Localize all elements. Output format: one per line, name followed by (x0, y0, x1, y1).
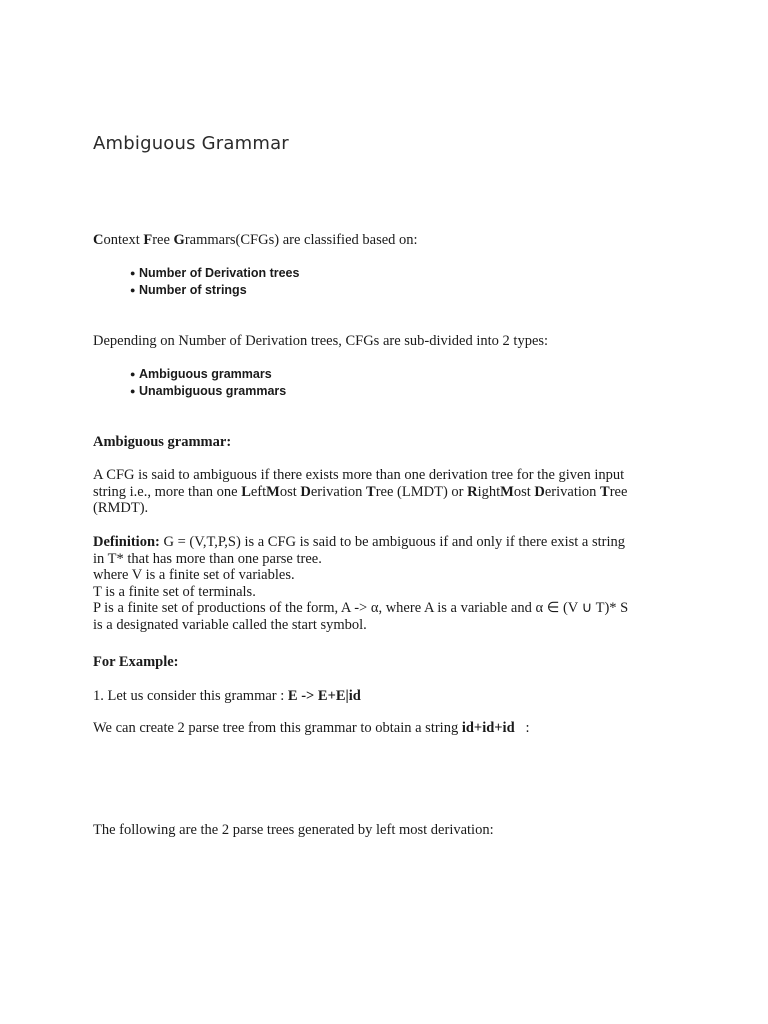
list-item: ● Number of Derivation trees (130, 266, 300, 280)
ambiguous-grammar-heading: Ambiguous grammar: (93, 434, 232, 450)
parse-trees-intro: The following are the 2 parse trees generated by left most derivation: (93, 822, 494, 838)
example-grammar-line: 1. Let us consider this grammar : E -> E+E|id (93, 688, 361, 704)
list-item: ● Unambiguous grammars (130, 384, 287, 398)
bullet-icon: ● (130, 386, 136, 396)
definition-paragraph: Definition: G = (V,T,P,S) is a CFG is said to be ambiguous if and only if there exist a string in T* that has more than one parse tree. where V is a finite set of variables. T is a finite set of terminals. P is a finite set of productions of the form, A -> α, where A is a variable and α ∈ (V ∪ T)* S is a designated variable called the start symbol. (93, 534, 629, 633)
grammar-rule: E -> E+E|id (287, 688, 361, 704)
bullet-icon: ● (130, 285, 136, 295)
cfg-classification-intro: Context Free Grammars(CFGs) are classified based on: (93, 232, 418, 248)
list-item: ● Number of strings (130, 283, 247, 297)
definition-label: Definition: (93, 534, 160, 550)
cfg-types-intro: Depending on Number of Derivation trees, CFGs are sub-divided into 2 types: (93, 333, 549, 349)
ambiguous-grammar-paragraph: A CFG is said to ambiguous if there exists more than one derivation tree for the given input string i.e., more than one LeftMost Derivation Tree (LMDT) or RightMost Derivation Tree (RMDT). (93, 467, 628, 517)
list-item: ● Ambiguous grammars (130, 367, 272, 381)
example-string: id+id+id (461, 720, 515, 736)
classification-bullet-list (130, 265, 299, 299)
for-example-heading: For Example: (93, 654, 179, 670)
bullet-icon: ● (130, 268, 136, 278)
example-string-line: We can create 2 parse tree from this grammar to obtain a string id+id+id : (93, 720, 530, 736)
bullet-icon: ● (130, 369, 136, 379)
page-title: Ambiguous Grammar (93, 133, 289, 154)
types-bullet-list (130, 366, 286, 400)
